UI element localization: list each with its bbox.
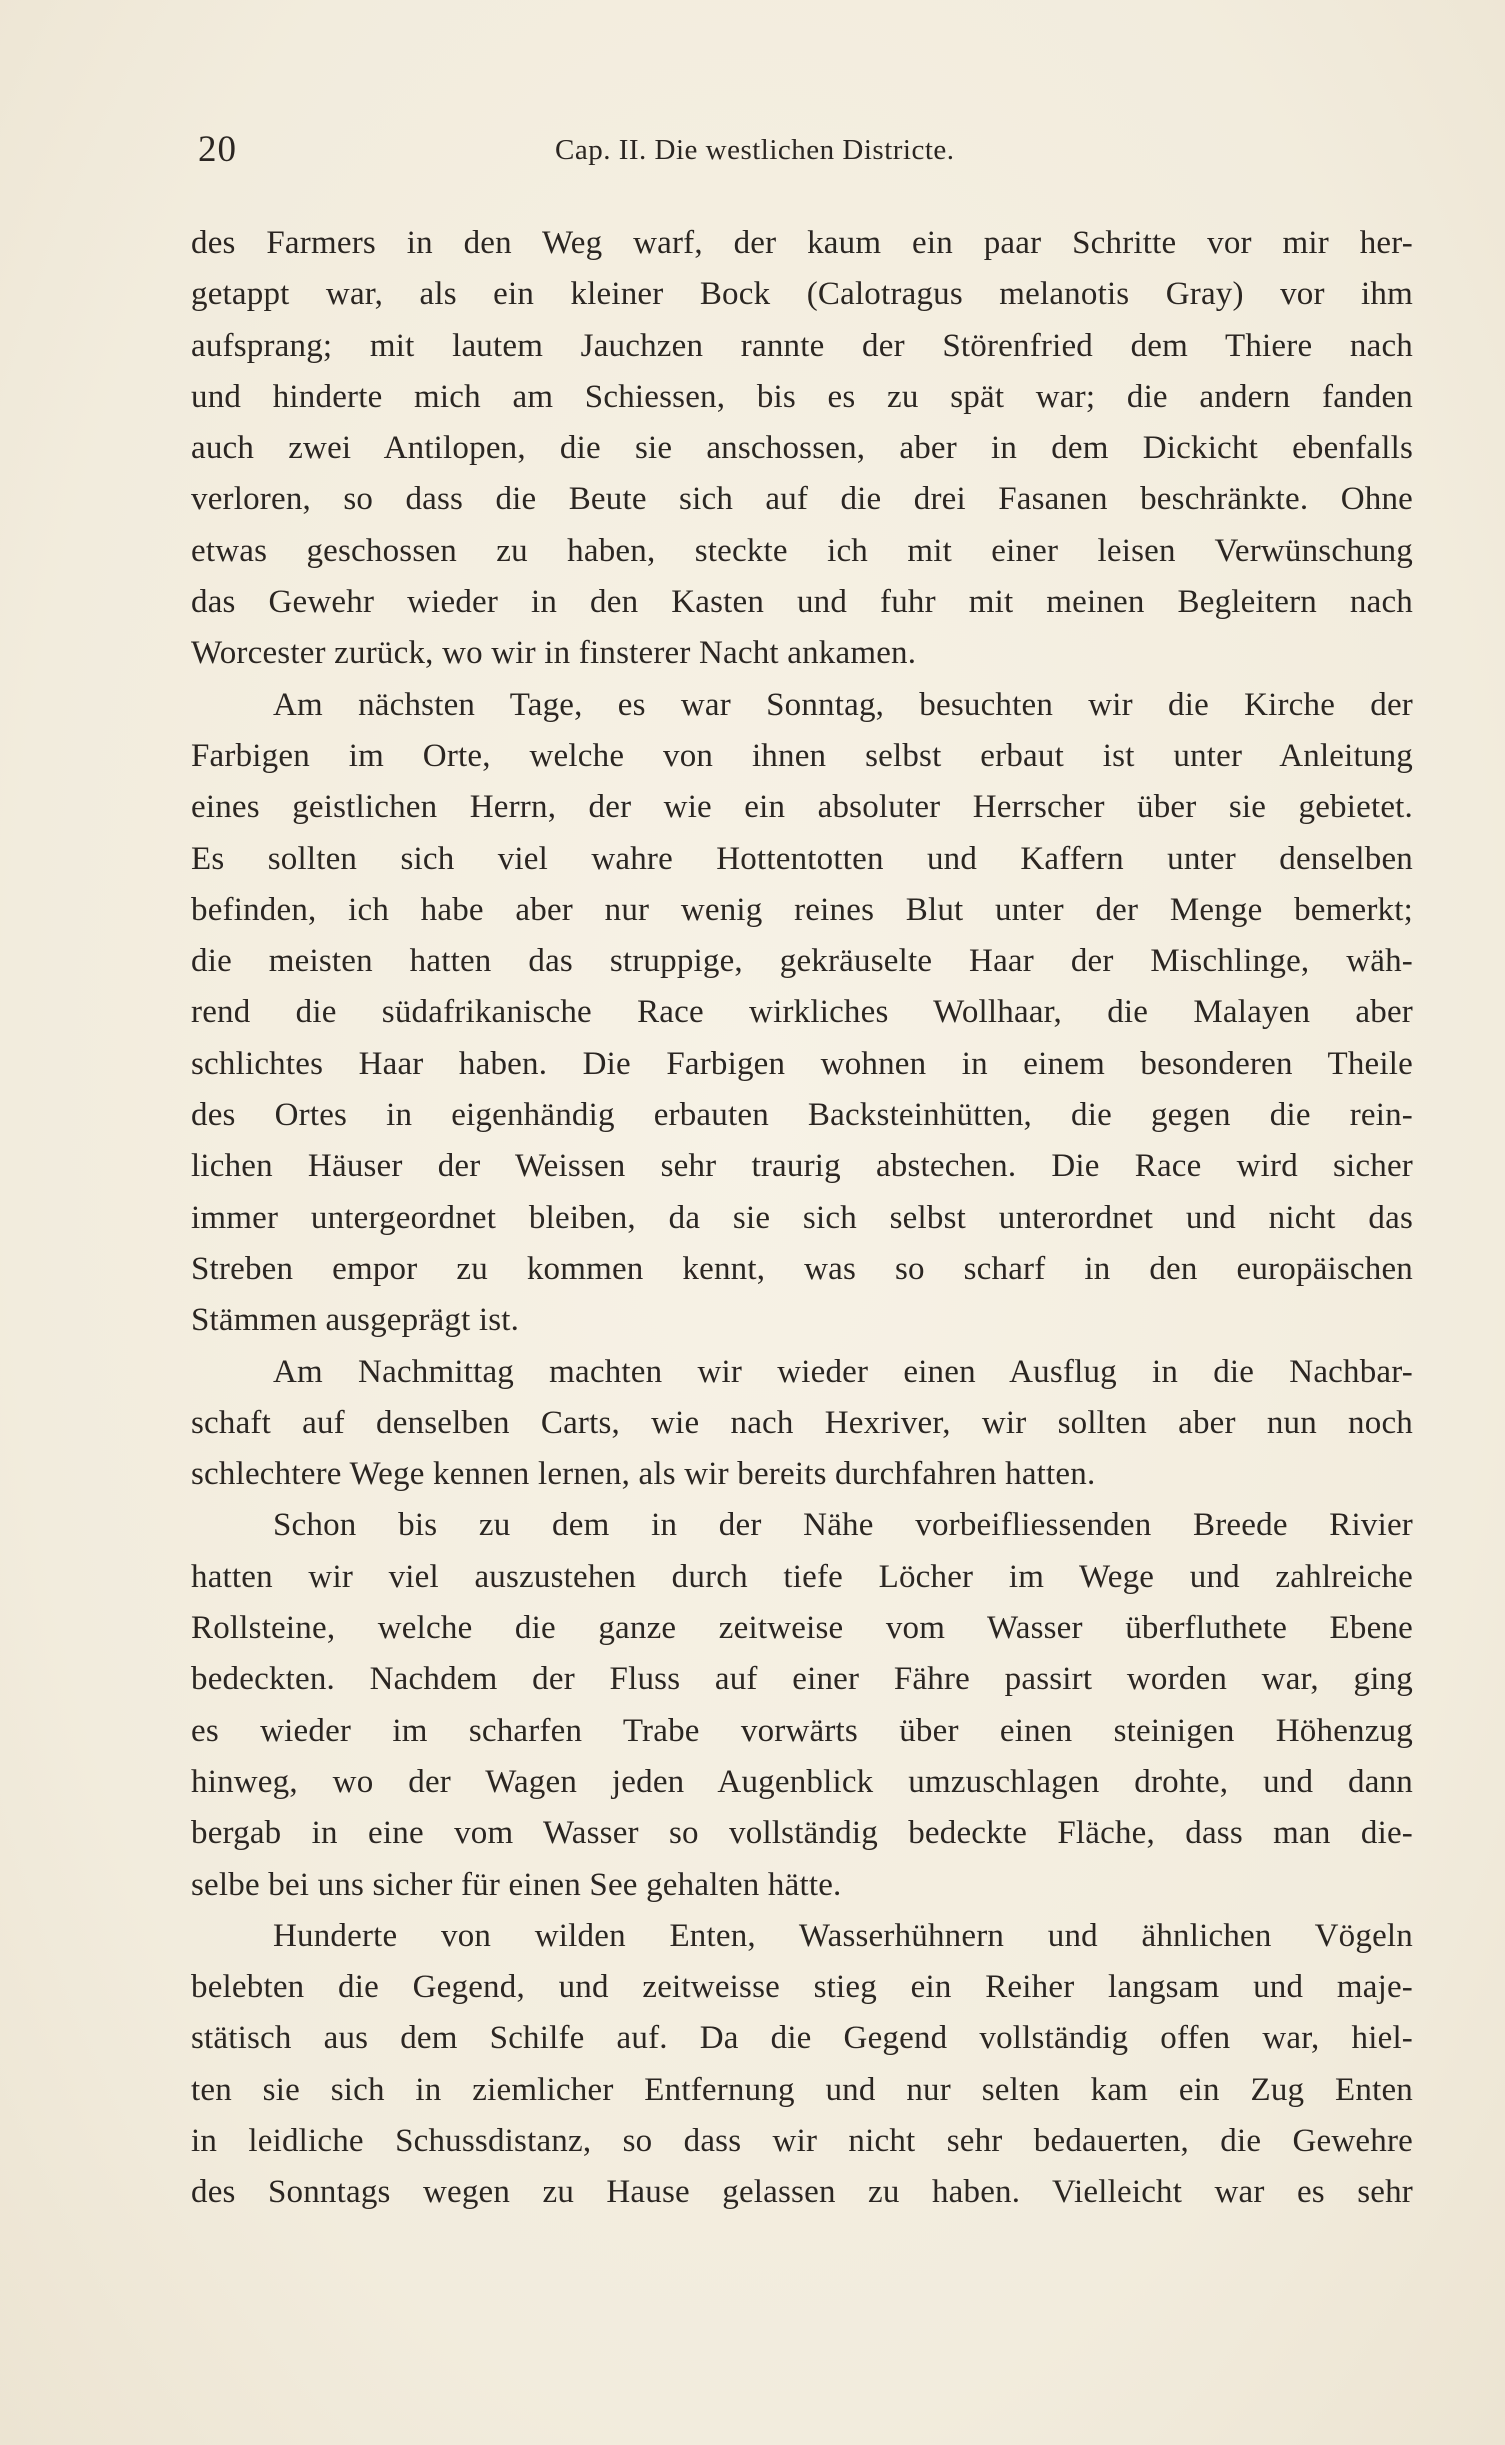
text-line: des Ortes in eigenhändig erbauten Backsteinhütten, die gegen die rein- (191, 1097, 1413, 1134)
text-line: die meisten hatten das struppige, gekräuselte Haar der Mischlinge, wäh- (191, 943, 1413, 980)
text-line: rend die südafrikanische Race wirkliches Wollhaar, die Malayen aber (191, 994, 1413, 1031)
page-number: 20 (198, 129, 237, 170)
text-line: es wieder im scharfen Trabe vorwärts über einen steinigen Höhenzug (191, 1712, 1413, 1749)
paragraph-first-line: Am nächsten Tage, es war Sonntag, besuchten wir die Kirche der (273, 686, 1413, 723)
text-line: des Farmers in den Weg warf, der kaum ein paar Schritte vor mir her- (191, 225, 1413, 261)
running-head: Cap. II. Die westlichen Districte. (555, 134, 955, 166)
text-line: verloren, so dass die Beute sich auf die drei Fasanen beschränkte. Ohne (191, 481, 1413, 518)
text-line: schlechtere Wege kennen lernen, als wir bereits durchfahren hatten. (191, 1456, 1096, 1493)
text-line: hinweg, wo der Wagen jeden Augenblick umzuschlagen drohte, und dann (191, 1763, 1413, 1800)
text-line: ten sie sich in ziemlicher Entfernung und nur selten kam ein Zug Enten (191, 2071, 1413, 2108)
text-line: belebten die Gegend, und zeitweisse stieg ein Reiher langsam und maje- (191, 1969, 1413, 2006)
text-line: aufsprang; mit lautem Jauchzen rannte der Störenfried dem Thiere nach (191, 327, 1413, 364)
text-line: stätisch aus dem Schilfe auf. Da die Gegend vollständig offen war, hiel- (191, 2020, 1413, 2057)
text-line: schlichtes Haar haben. Die Farbigen wohnen in einem besonderen Theile (191, 1045, 1413, 1082)
paragraph-first-line: Am Nachmittag machten wir wieder einen Ausflug in die Nachbar- (273, 1353, 1413, 1390)
text-line: selbe bei uns sicher für einen See gehalten hätte. (191, 1866, 842, 1903)
page-header (198, 128, 1410, 178)
body-text (191, 218, 1413, 2219)
text-line: Streben empor zu kommen kennt, was so scharf in den europäischen (191, 1250, 1413, 1287)
text-line: bergab in eine vom Wasser so vollständig bedeckte Fläche, dass man die- (191, 1815, 1413, 1852)
text-line: lichen Häuser der Weissen sehr traurig abstechen. Die Race wird sicher (191, 1148, 1413, 1185)
paragraph-first-line: Schon bis zu dem in der Nähe vorbeifliessenden Breede Rivier (273, 1507, 1413, 1544)
text-line: Stämmen ausgeprägt ist. (191, 1302, 520, 1339)
text-line: in leidliche Schussdistanz, so dass wir nicht sehr bedauerten, die Gewehre (191, 2122, 1413, 2159)
text-line: hatten wir viel auszustehen durch tiefe Löcher im Wege und zahlreiche (191, 1558, 1413, 1595)
text-line: des Sonntags wegen zu Hause gelassen zu haben. Vielleicht war es sehr (191, 2174, 1413, 2211)
text-line: schaft auf denselben Carts, wie nach Hexriver, wir sollten aber nun noch (191, 1404, 1413, 1441)
text-line: Rollsteine, welche die ganze zeitweise vom Wasser überfluthete Ebene (191, 1610, 1413, 1647)
text-line: Worcester zurück, wo wir in finsterer Nacht ankamen. (191, 635, 917, 672)
text-line: das Gewehr wieder in den Kasten und fuhr mit meinen Begleitern nach (191, 584, 1413, 621)
paragraph-first-line: Hunderte von wilden Enten, Wasserhühnern und ähnlichen Vögeln (273, 1917, 1413, 1954)
text-line: auch zwei Antilopen, die sie anschossen, aber in dem Dickicht ebenfalls (191, 430, 1413, 467)
text-line: befinden, ich habe aber nur wenig reines Blut unter der Menge bemerkt; (191, 891, 1413, 928)
text-line: und hinderte mich am Schiessen, bis es zu spät war; die andern fanden (191, 378, 1413, 415)
text-line: eines geistlichen Herrn, der wie ein absoluter Herrscher über sie gebietet. (191, 789, 1413, 826)
text-line: bedeckten. Nachdem der Fluss auf einer Fähre passirt worden war, ging (191, 1661, 1413, 1698)
text-line: Es sollten sich viel wahre Hottentotten und Kaffern unter denselben (191, 840, 1413, 877)
text-line: Farbigen im Orte, welche von ihnen selbst erbaut ist unter Anleitung (191, 737, 1413, 774)
text-line: getappt war, als ein kleiner Bock (Calotragus melanotis Gray) vor ihm (191, 276, 1413, 313)
text-line: etwas geschossen zu haben, steckte ich mit einer leisen Verwünschung (191, 532, 1413, 569)
text-line: immer untergeordnet bleiben, da sie sich selbst unterordnet und nicht das (191, 1199, 1413, 1236)
